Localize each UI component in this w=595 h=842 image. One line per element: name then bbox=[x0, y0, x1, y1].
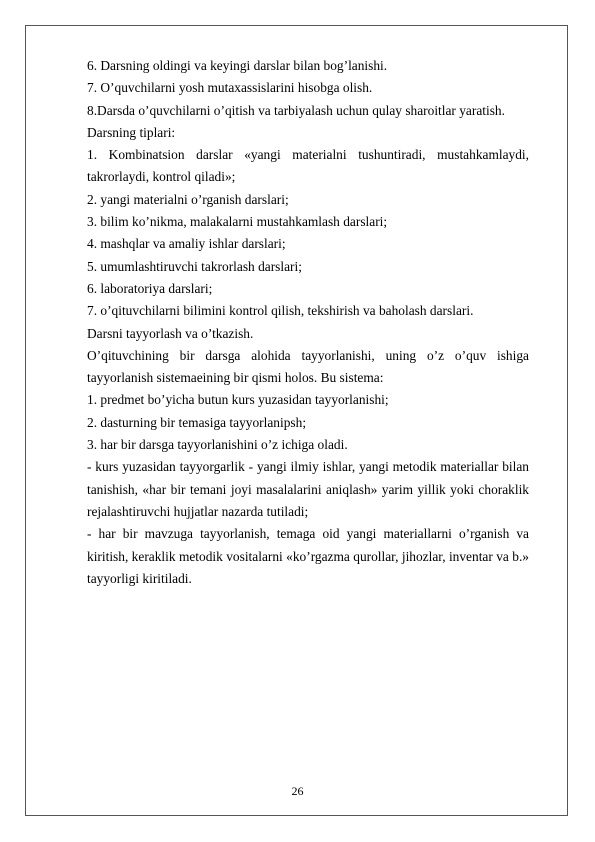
document-body bbox=[87, 55, 529, 590]
paragraph-item-8: 8.Darsda o’quvchilarni o’qitish va tarbiyalash uchun qulay sharoitlar yaratish. bbox=[87, 102, 505, 118]
lesson-type-1: 1. Kombinatsion darslar «yangi materialni tushuntiradi, mustahkamlaydi, takrorlaydi, kontrol qiladi»; bbox=[87, 147, 529, 185]
system-item-2: 2. dasturning bir temasiga tayyorlanipsh; bbox=[87, 414, 307, 430]
system-item-1: 1. predmet bo’yicha butun kurs yuzasidan tayyorlanishi; bbox=[87, 392, 389, 408]
section-heading-lesson-types: Darsning tiplari: bbox=[87, 124, 176, 140]
paragraph-item-6: 6. Darsning oldingi va keyingi darslar bilan bog’lanishi. bbox=[87, 58, 388, 73]
page-number: 26 bbox=[291, 784, 304, 798]
lesson-type-6: 6. laboratoriya darslari; bbox=[87, 280, 213, 296]
system-item-3: 3. har bir darsga tayyorlanishini o’z ichiga oladi. bbox=[87, 437, 348, 453]
lesson-type-2: 2. yangi materialni o’rganish darslari; bbox=[87, 191, 289, 207]
lesson-type-3: 3. bilim ko’nikma, malakalarni mustahkamlash darslari; bbox=[87, 214, 388, 230]
lesson-type-4: 4. mashqlar va amaliy ishlar darslari; bbox=[87, 236, 286, 252]
section-heading-preparation: Darsni tayyorlash va o’tkazish. bbox=[87, 325, 254, 341]
preparation-intro-paragraph: O’qituvchining bir darsga alohida tayyorlanishi, uning o’z o’quv ishiga tayyorlanish sistemaeining bir qismi holos. Bu sistema: bbox=[87, 347, 529, 386]
lesson-type-7: 7. o’qituvchilarni bilimini kontrol qilish, tekshirish va baholash darslari. bbox=[87, 303, 474, 319]
course-preparation-paragraph: - kurs yuzasidan tayyorgarlik - yangi ilmiy ishlar, yangi metodik materiallar bilan tanishish, «har bir temani joyi masalalarini aniqlash» yarim yillik yoki choraklik rejalashtiruvchi hujjatlar nazarda tutiladi; bbox=[87, 459, 529, 519]
lesson-type-5: 5. umumlashtiruvchi takrorlash darslari; bbox=[87, 258, 302, 274]
paragraph-item-7: 7. O’quvchilarni yosh mutaxassislarini hisobga olish. bbox=[87, 80, 373, 96]
topic-preparation-paragraph: - har bir mavzuga tayyorlanish, temaga oid yangi materiallarni o’rganish va kiritish, keraklik metodik vositalarni «ko’rgazma qurollar, jihozlar, inventar va b.» tayyorligi kiritiladi. bbox=[87, 526, 529, 586]
